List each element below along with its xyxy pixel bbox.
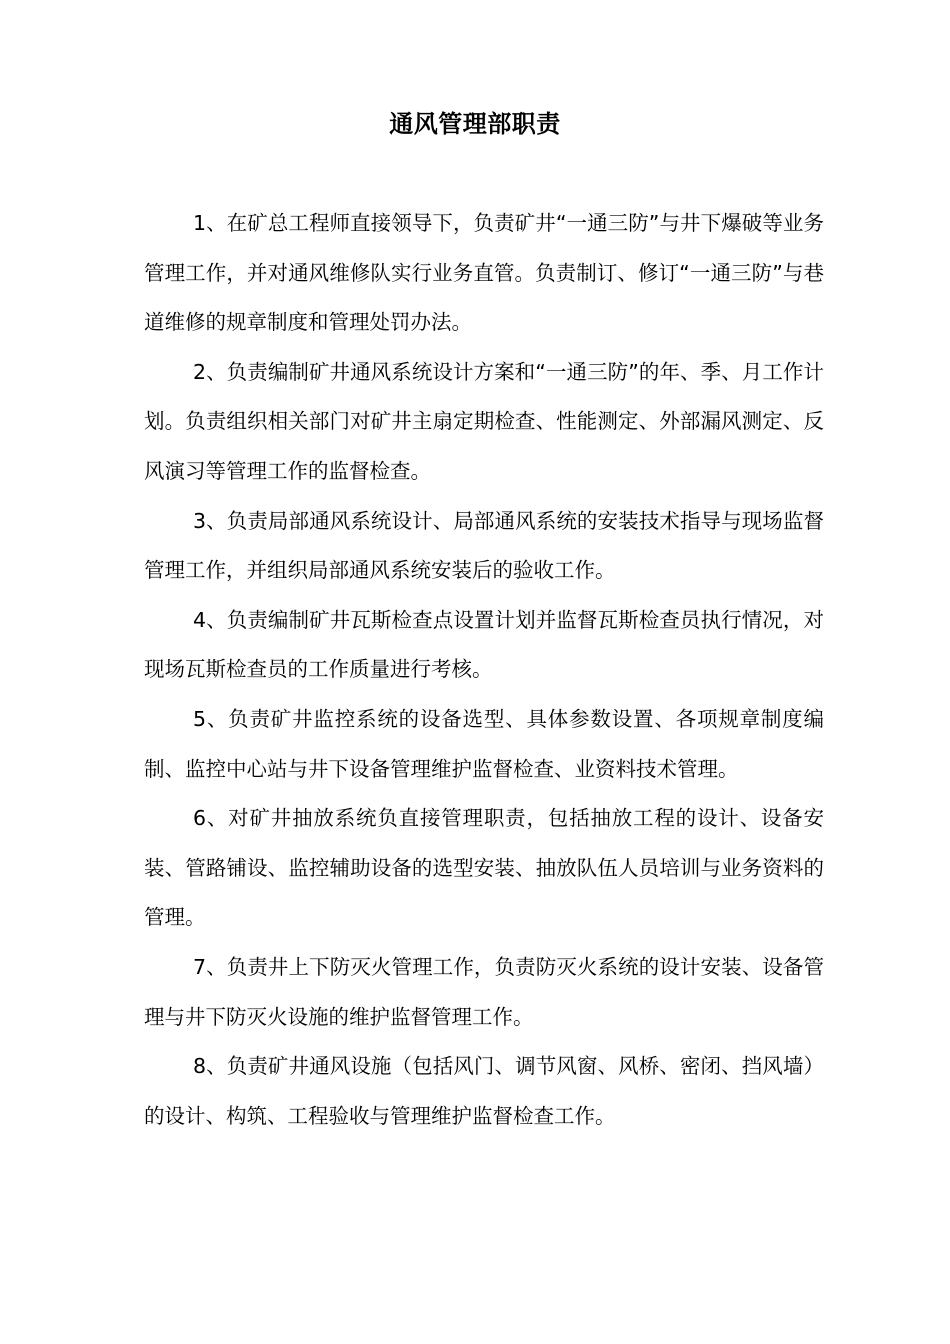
- paragraph-8: 8、负责矿井通风设施（包括风门、调节风窗、风桥、密闭、挡风墙）的设计、构筑、工程验收与管理维护监督检查工作。: [144, 1054, 824, 1128]
- paragraph-3: 3、负责局部通风系统设计、局部通风系统的安装技术指导与现场监督管理工作，并组织局部通风系统安装后的验收工作。: [144, 508, 824, 583]
- paragraph-2: 2、负责编制矿井通风系统设计方案和“一通三防”的年、季、月工作计划。负责组织相关部门对矿井主扇定期检查、性能测定、外部漏风测定、反风演习等管理工作的监督检查。: [144, 359, 824, 483]
- paragraph-7: 7、负责井上下防灭火管理工作，负责防灭火系统的设计安装、设备管理与井下防灭火设施的维护监督管理工作。: [144, 954, 824, 1029]
- paragraph-4: 4、负责编制矿井瓦斯检查点设置计划并监督瓦斯检查员执行情况，对现场瓦斯检查员的工作质量进行考核。: [144, 607, 824, 682]
- document-title: 通风管理部职责: [389, 110, 561, 138]
- paragraph-5: 5、负责矿井监控系统的设备选型、具体参数设置、各项规章制度编制、监控中心站与井下设备管理维护监督检查、业资料技术管理。: [144, 706, 824, 781]
- paragraph-6: 6、对矿井抽放系统负直接管理职责，包括抽放工程的设计、设备安装、管路铺设、监控辅助设备的选型安装、抽放队伍人员培训与业务资料的管理。: [144, 806, 824, 930]
- document-body: [144, 199, 824, 1141]
- paragraph-1: 1、在矿总工程师直接领导下，负责矿井“一通三防”与井下爆破等业务管理工作，并对通风维修队实行业务直管。负责制订、修订“一通三防”与巷道维修的规章制度和管理处罚办法。: [144, 211, 824, 335]
